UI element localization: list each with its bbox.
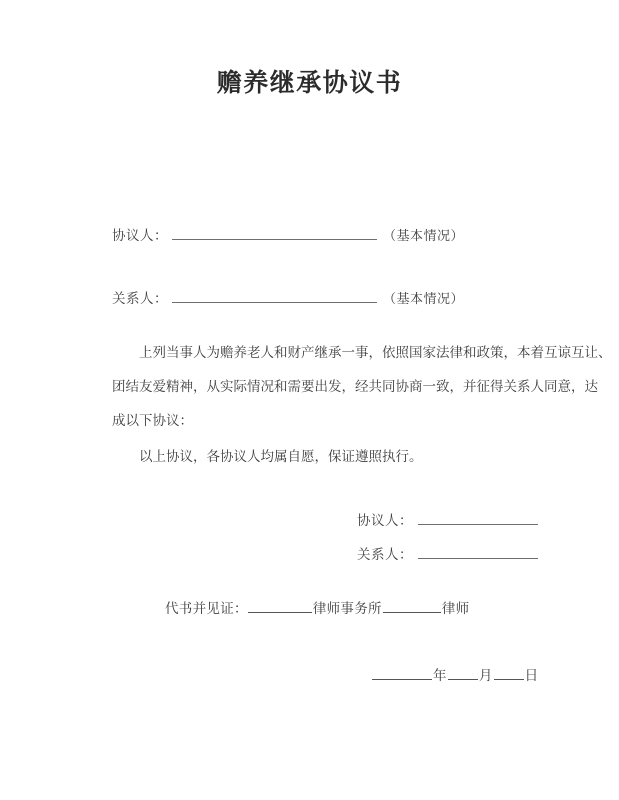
witness-line (165, 597, 470, 617)
signature-label-agreement-party: 协议人： (357, 513, 413, 529)
body-paragraph-line: 成以下协议： (112, 413, 193, 429)
agreement-party-input[interactable] (172, 226, 377, 240)
signature-label-related-party: 关系人： (357, 547, 413, 563)
witness-label: 代书并见证： (165, 601, 248, 617)
witness-lawyer-suffix: 律师 (441, 601, 470, 617)
body-paragraph-preamble (112, 336, 612, 438)
body-paragraph-line: 上列当事人为赡养老人和财产继承一事，依照国家法律和政策，本着互谅互让、 (139, 345, 612, 361)
body-paragraph-closing: 以上协议，各协议人均属自愿，保证遵照执行。 (139, 449, 423, 465)
date-year-input[interactable] (372, 666, 432, 680)
date-day-label: 日 (524, 668, 539, 684)
agreement-party-label: 协议人： (112, 228, 168, 244)
related-party-field-row (112, 287, 464, 307)
page-title: 赡养继承协议书 (216, 68, 403, 97)
witness-firm-suffix: 律师事务所 (312, 601, 382, 617)
signature-row-agreement-party (357, 509, 538, 529)
date-month-input[interactable] (448, 666, 478, 680)
witness-firm-input[interactable] (248, 599, 312, 613)
date-month-label: 月 (478, 668, 493, 684)
signature-row-related-party (357, 543, 538, 563)
related-party-input[interactable] (172, 289, 377, 303)
related-party-label: 关系人： (112, 291, 168, 307)
date-line (372, 664, 539, 684)
signature-input-related-party[interactable] (418, 545, 538, 559)
date-day-input[interactable] (494, 666, 524, 680)
body-paragraph-line: 团结友爱精神，从实际情况和需要出发，经共同协商一致，并征得关系人同意，达 (112, 379, 598, 395)
agreement-party-field-row (112, 224, 464, 244)
related-party-note: （基本情况） (383, 292, 465, 307)
witness-lawyer-input[interactable] (383, 599, 441, 613)
agreement-party-note: （基本情况） (383, 229, 465, 244)
date-year-label: 年 (433, 668, 447, 684)
signature-input-agreement-party[interactable] (418, 511, 538, 525)
